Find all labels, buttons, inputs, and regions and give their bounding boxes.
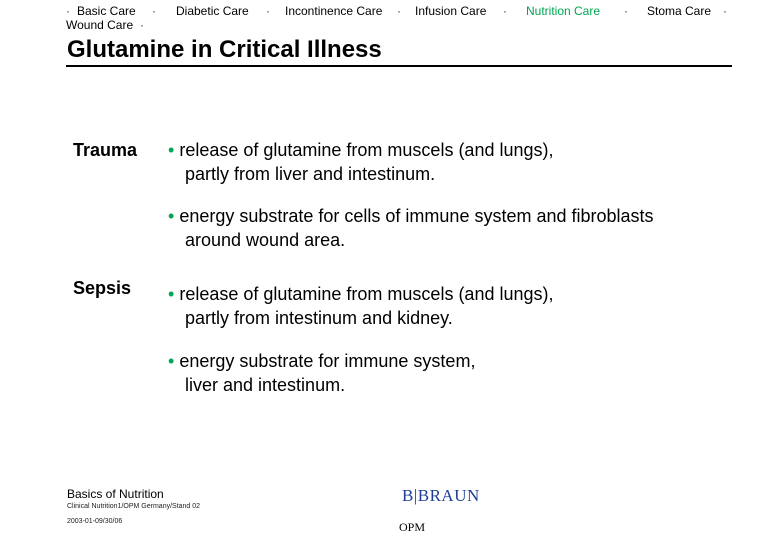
nav-incontinence-care[interactable]: Incontinence Care [285,4,383,18]
nav-separator: · [723,4,727,18]
footer-org: OPM [399,520,426,534]
bullet-dot-icon: • [168,140,175,160]
nav-separator: · [66,4,70,18]
bullet-line: liver and intestinum. [185,375,346,395]
bullet-line: energy substrate for cells of immune system and fibroblasts [179,206,654,226]
braun-logo: B|BRAUN [402,486,480,505]
bullet-item [168,349,748,397]
bullet-line: partly from liver and intestinum. [185,164,436,184]
nav-separator: · [266,4,270,18]
nav-basic-care[interactable]: Basic Care [77,4,136,18]
nav-diabetic-care[interactable]: Diabetic Care [176,4,249,18]
nav-separator: · [503,4,507,18]
bullet-item [168,138,748,186]
footer-title: Basics of Nutrition [67,487,164,501]
nav-wound-care[interactable]: Wound Care [66,18,134,32]
bullet-line: around wound area. [185,230,346,250]
nav-nutrition-care[interactable]: Nutrition Care [526,4,601,18]
footer-subtitle: Clinical Nutrition1/OPM Germany/Stand 02 [67,503,201,510]
nav-separator: · [152,4,156,18]
bullet-line: partly from intestinum and kidney. [185,308,453,328]
section-label-trauma: Trauma [73,140,138,160]
nav-separator: · [397,4,401,18]
bullet-dot-icon: • [168,351,175,371]
nav-separator: · [140,18,144,32]
bullet-line: release of glutamine from muscels (and lungs), [179,284,554,304]
nav-infusion-care[interactable]: Infusion Care [415,4,487,18]
bullet-line: release of glutamine from muscels (and lungs), [179,140,554,160]
nav-stoma-care[interactable]: Stoma Care [647,4,712,18]
bullet-dot-icon: • [168,284,175,304]
section-label-sepsis: Sepsis [73,278,132,298]
nav-separator: · [624,4,628,18]
bullet-item [168,282,748,330]
bullet-line: energy substrate for immune system, [179,351,476,371]
bullet-item [168,204,748,252]
slide-title: Glutamine in Critical Illness [67,36,382,63]
title-underline [66,65,732,67]
bullet-dot-icon: • [168,206,175,226]
footer-date: 2003-01-09/30/06 [67,518,123,525]
